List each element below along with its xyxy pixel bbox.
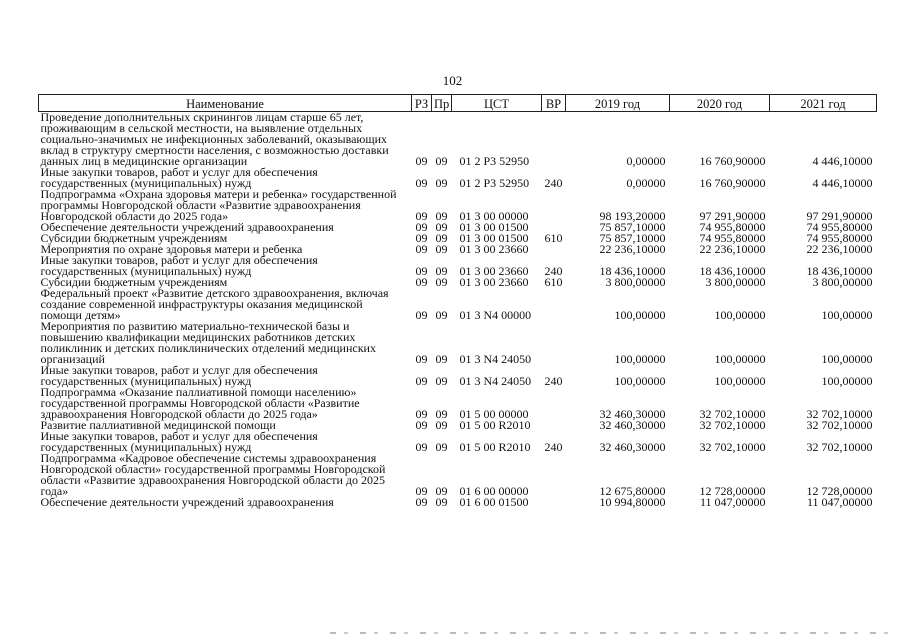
cell-name: Федеральный проект «Развитие детского здравоохранения, включая создание современной инфраструктуры оказания медицинской помощи детям» bbox=[40, 286, 389, 322]
cell-2019: 32 460,30000 bbox=[599, 407, 666, 421]
cell-cst: 01 3 00 01500 bbox=[459, 220, 529, 234]
cell-2021: 32 702,10000 bbox=[806, 407, 873, 421]
table-row bbox=[39, 167, 877, 189]
cell-2021: 3 800,00000 bbox=[812, 275, 873, 289]
cell-name: Подпрограмма «Оказание паллиативной помощи населению» государственной программы Новгородской области «Развитие здравоохранения Новгородской области до 2025 года» bbox=[40, 385, 360, 421]
cell-vr bbox=[542, 244, 566, 255]
cell-cst: 01 5 00 00000 bbox=[459, 407, 529, 421]
table-row bbox=[39, 112, 877, 168]
cell-2019: 98 193,20000 bbox=[599, 209, 666, 223]
cell-2021: 100,00000 bbox=[821, 352, 873, 366]
cell-2020: 74 955,80000 bbox=[699, 220, 766, 234]
cell-rz: 09 bbox=[415, 308, 428, 322]
cell-2020: 100,00000 bbox=[714, 352, 766, 366]
cell-cst: 01 3 00 23660 bbox=[459, 242, 529, 256]
cell-name: Субсидии бюджетным учреждениям bbox=[40, 231, 228, 245]
cell-vr: 240 bbox=[544, 440, 563, 454]
header-vr: ВР bbox=[542, 95, 566, 112]
cell-vr bbox=[542, 387, 566, 420]
cell-vr bbox=[542, 189, 566, 222]
cell-rz: 09 bbox=[415, 374, 428, 388]
cell-cst: 01 3 00 00000 bbox=[459, 209, 529, 223]
cell-vr: 240 bbox=[544, 374, 563, 388]
cell-2021: 4 446,10000 bbox=[812, 176, 873, 190]
cell-name: Иные закупки товаров, работ и услуг для обеспечения государственных (муниципальных) нужд bbox=[40, 253, 318, 278]
cell-rz: 09 bbox=[415, 418, 428, 432]
cell-2020: 100,00000 bbox=[714, 308, 766, 322]
cell-vr bbox=[542, 112, 566, 168]
header-pr: Пр bbox=[432, 95, 452, 112]
table-header-row bbox=[39, 95, 877, 112]
cell-2019: 18 436,10000 bbox=[599, 264, 666, 278]
cell-pr: 09 bbox=[435, 176, 448, 190]
page-number: 102 bbox=[442, 73, 463, 88]
cell-rz: 09 bbox=[415, 495, 428, 509]
cell-name: Обеспечение деятельности учреждений здравоохранения bbox=[40, 220, 334, 234]
cell-2021: 11 047,00000 bbox=[806, 495, 873, 509]
cell-pr: 09 bbox=[435, 275, 448, 289]
cell-2019: 0,00000 bbox=[626, 154, 666, 168]
cell-2019: 100,00000 bbox=[614, 374, 666, 388]
cell-name: Субсидии бюджетным учреждениям bbox=[40, 275, 228, 289]
cell-2019: 0,00000 bbox=[626, 176, 666, 190]
cell-2021: 97 291,90000 bbox=[806, 209, 873, 223]
cell-pr: 09 bbox=[435, 264, 448, 278]
cell-2021: 22 236,10000 bbox=[806, 242, 873, 256]
cell-pr: 09 bbox=[435, 440, 448, 454]
budget-table bbox=[38, 94, 877, 508]
scan-artifact bbox=[330, 632, 890, 634]
cell-vr bbox=[542, 321, 566, 365]
cell-pr: 09 bbox=[435, 231, 448, 245]
cell-cst: 01 3 00 23660 bbox=[459, 264, 529, 278]
cell-name: Подпрограмма «Кадровое обеспечение системы здравоохранения Новгородской области» государственной программы Новгородской области «Развитие здравоохранения Новгородской области до 2025 года» bbox=[40, 451, 386, 498]
table-row bbox=[39, 431, 877, 453]
cell-2019: 75 857,10000 bbox=[599, 220, 666, 234]
cell-2020: 74 955,80000 bbox=[699, 231, 766, 245]
cell-2020: 11 047,00000 bbox=[699, 495, 766, 509]
cell-rz: 09 bbox=[415, 275, 428, 289]
cell-vr bbox=[542, 497, 566, 508]
cell-2021: 18 436,10000 bbox=[806, 264, 873, 278]
cell-rz: 09 bbox=[415, 176, 428, 190]
cell-2020: 18 436,10000 bbox=[699, 264, 766, 278]
cell-2019: 12 675,80000 bbox=[599, 484, 666, 498]
cell-cst: 01 3 N4 00000 bbox=[459, 308, 532, 322]
cell-cst: 01 3 N4 24050 bbox=[459, 352, 532, 366]
cell-name: Проведение дополнительных скринингов лицам старше 65 лет, проживающим в сельской местности, на выявление отдельных социально-значимых не инфекционных заболеваний, оказывающих вклад в структуру смертности населения, с возможностью доставки данных лиц в медицинские организации bbox=[40, 110, 389, 168]
table-row bbox=[39, 288, 877, 321]
cell-vr: 610 bbox=[544, 231, 563, 245]
cell-name: Мероприятия по охране здоровья матери и ребенка bbox=[40, 242, 303, 256]
cell-vr: 240 bbox=[544, 176, 563, 190]
cell-2019: 10 994,80000 bbox=[599, 495, 666, 509]
cell-2020: 32 702,10000 bbox=[699, 440, 766, 454]
cell-pr: 09 bbox=[435, 308, 448, 322]
cell-2019: 22 236,10000 bbox=[599, 242, 666, 256]
cell-pr: 09 bbox=[435, 352, 448, 366]
table-row bbox=[39, 365, 877, 387]
table-row bbox=[39, 189, 877, 222]
cell-rz: 09 bbox=[415, 407, 428, 421]
cell-2019: 75 857,10000 bbox=[599, 231, 666, 245]
cell-vr bbox=[542, 420, 566, 431]
cell-2021: 100,00000 bbox=[821, 308, 873, 322]
cell-pr: 09 bbox=[435, 220, 448, 234]
cell-name: Иные закупки товаров, работ и услуг для обеспечения государственных (муниципальных) нужд bbox=[40, 363, 318, 388]
cell-2020: 100,00000 bbox=[714, 374, 766, 388]
header-2019: 2019 год bbox=[566, 95, 670, 112]
cell-2021: 32 702,10000 bbox=[806, 440, 873, 454]
cell-2021: 12 728,00000 bbox=[806, 484, 873, 498]
cell-vr: 240 bbox=[544, 264, 563, 278]
cell-rz: 09 bbox=[415, 220, 428, 234]
cell-name: Обеспечение деятельности учреждений здравоохранения bbox=[40, 495, 334, 509]
table-row bbox=[39, 321, 877, 365]
cell-rz: 09 bbox=[415, 154, 428, 168]
table-row bbox=[39, 453, 877, 497]
cell-2019: 32 460,30000 bbox=[599, 440, 666, 454]
cell-pr: 09 bbox=[435, 209, 448, 223]
header-name: Наименование bbox=[39, 95, 412, 112]
cell-pr: 09 bbox=[435, 418, 448, 432]
cell-cst: 01 5 00 R2010 bbox=[459, 440, 531, 454]
cell-2020: 32 702,10000 bbox=[699, 418, 766, 432]
cell-2020: 3 800,00000 bbox=[705, 275, 766, 289]
cell-name: Развитие паллиативной медицинской помощи bbox=[40, 418, 276, 432]
cell-rz: 09 bbox=[415, 352, 428, 366]
cell-cst: 01 2 Р3 52950 bbox=[459, 154, 530, 168]
cell-pr: 09 bbox=[435, 484, 448, 498]
cell-2020: 97 291,90000 bbox=[699, 209, 766, 223]
cell-2020: 16 760,90000 bbox=[699, 154, 766, 168]
cell-cst: 01 3 N4 24050 bbox=[459, 374, 532, 388]
table-row bbox=[39, 497, 877, 508]
table-row bbox=[39, 387, 877, 420]
cell-rz: 09 bbox=[415, 209, 428, 223]
cell-cst: 01 6 00 00000 bbox=[459, 484, 529, 498]
cell-name: Мероприятия по развитию материально-технической базы и повышению квалификации медицинских работников детских поликлиник и детских поликлинических отделений медицинских организаций bbox=[40, 319, 376, 366]
cell-2021: 4 446,10000 bbox=[812, 154, 873, 168]
header-cst: ЦСТ bbox=[452, 95, 542, 112]
header-rz: РЗ bbox=[412, 95, 432, 112]
cell-2020: 16 760,90000 bbox=[699, 176, 766, 190]
cell-rz: 09 bbox=[415, 264, 428, 278]
header-2020: 2020 год bbox=[670, 95, 770, 112]
cell-pr: 09 bbox=[435, 154, 448, 168]
cell-pr: 09 bbox=[435, 242, 448, 256]
cell-2021: 74 955,80000 bbox=[806, 231, 873, 245]
cell-2021: 74 955,80000 bbox=[806, 220, 873, 234]
cell-name: Иные закупки товаров, работ и услуг для обеспечения государственных (муниципальных) нужд bbox=[40, 429, 318, 454]
cell-pr: 09 bbox=[435, 374, 448, 388]
cell-pr: 09 bbox=[435, 495, 448, 509]
cell-2021: 32 702,10000 bbox=[806, 418, 873, 432]
cell-vr: 610 bbox=[544, 275, 563, 289]
cell-cst: 01 3 00 01500 bbox=[459, 231, 529, 245]
cell-cst: 01 2 Р3 52950 bbox=[459, 176, 530, 190]
cell-vr bbox=[542, 453, 566, 497]
cell-cst: 01 6 00 01500 bbox=[459, 495, 529, 509]
cell-rz: 09 bbox=[415, 484, 428, 498]
table-row bbox=[39, 255, 877, 277]
cell-2019: 100,00000 bbox=[614, 308, 666, 322]
cell-2019: 100,00000 bbox=[614, 352, 666, 366]
cell-name: Иные закупки товаров, работ и услуг для обеспечения государственных (муниципальных) нужд bbox=[40, 165, 318, 190]
cell-name: Подпрограмма «Охрана здоровья матери и ребенка» государственной программы Новгородской области «Развитие здравоохранения Новгородской области до 2025 года» bbox=[40, 187, 397, 223]
cell-cst: 01 5 00 R2010 bbox=[459, 418, 531, 432]
cell-2020: 32 702,10000 bbox=[699, 407, 766, 421]
cell-rz: 09 bbox=[415, 231, 428, 245]
cell-2019: 3 800,00000 bbox=[605, 275, 666, 289]
cell-pr: 09 bbox=[435, 407, 448, 421]
cell-cst: 01 3 00 23660 bbox=[459, 275, 529, 289]
cell-2019: 32 460,30000 bbox=[599, 418, 666, 432]
cell-rz: 09 bbox=[415, 242, 428, 256]
cell-vr bbox=[542, 288, 566, 321]
cell-rz: 09 bbox=[415, 440, 428, 454]
cell-2020: 12 728,00000 bbox=[699, 484, 766, 498]
header-2021: 2021 год bbox=[770, 95, 877, 112]
cell-2020: 22 236,10000 bbox=[699, 242, 766, 256]
cell-2021: 100,00000 bbox=[821, 374, 873, 388]
